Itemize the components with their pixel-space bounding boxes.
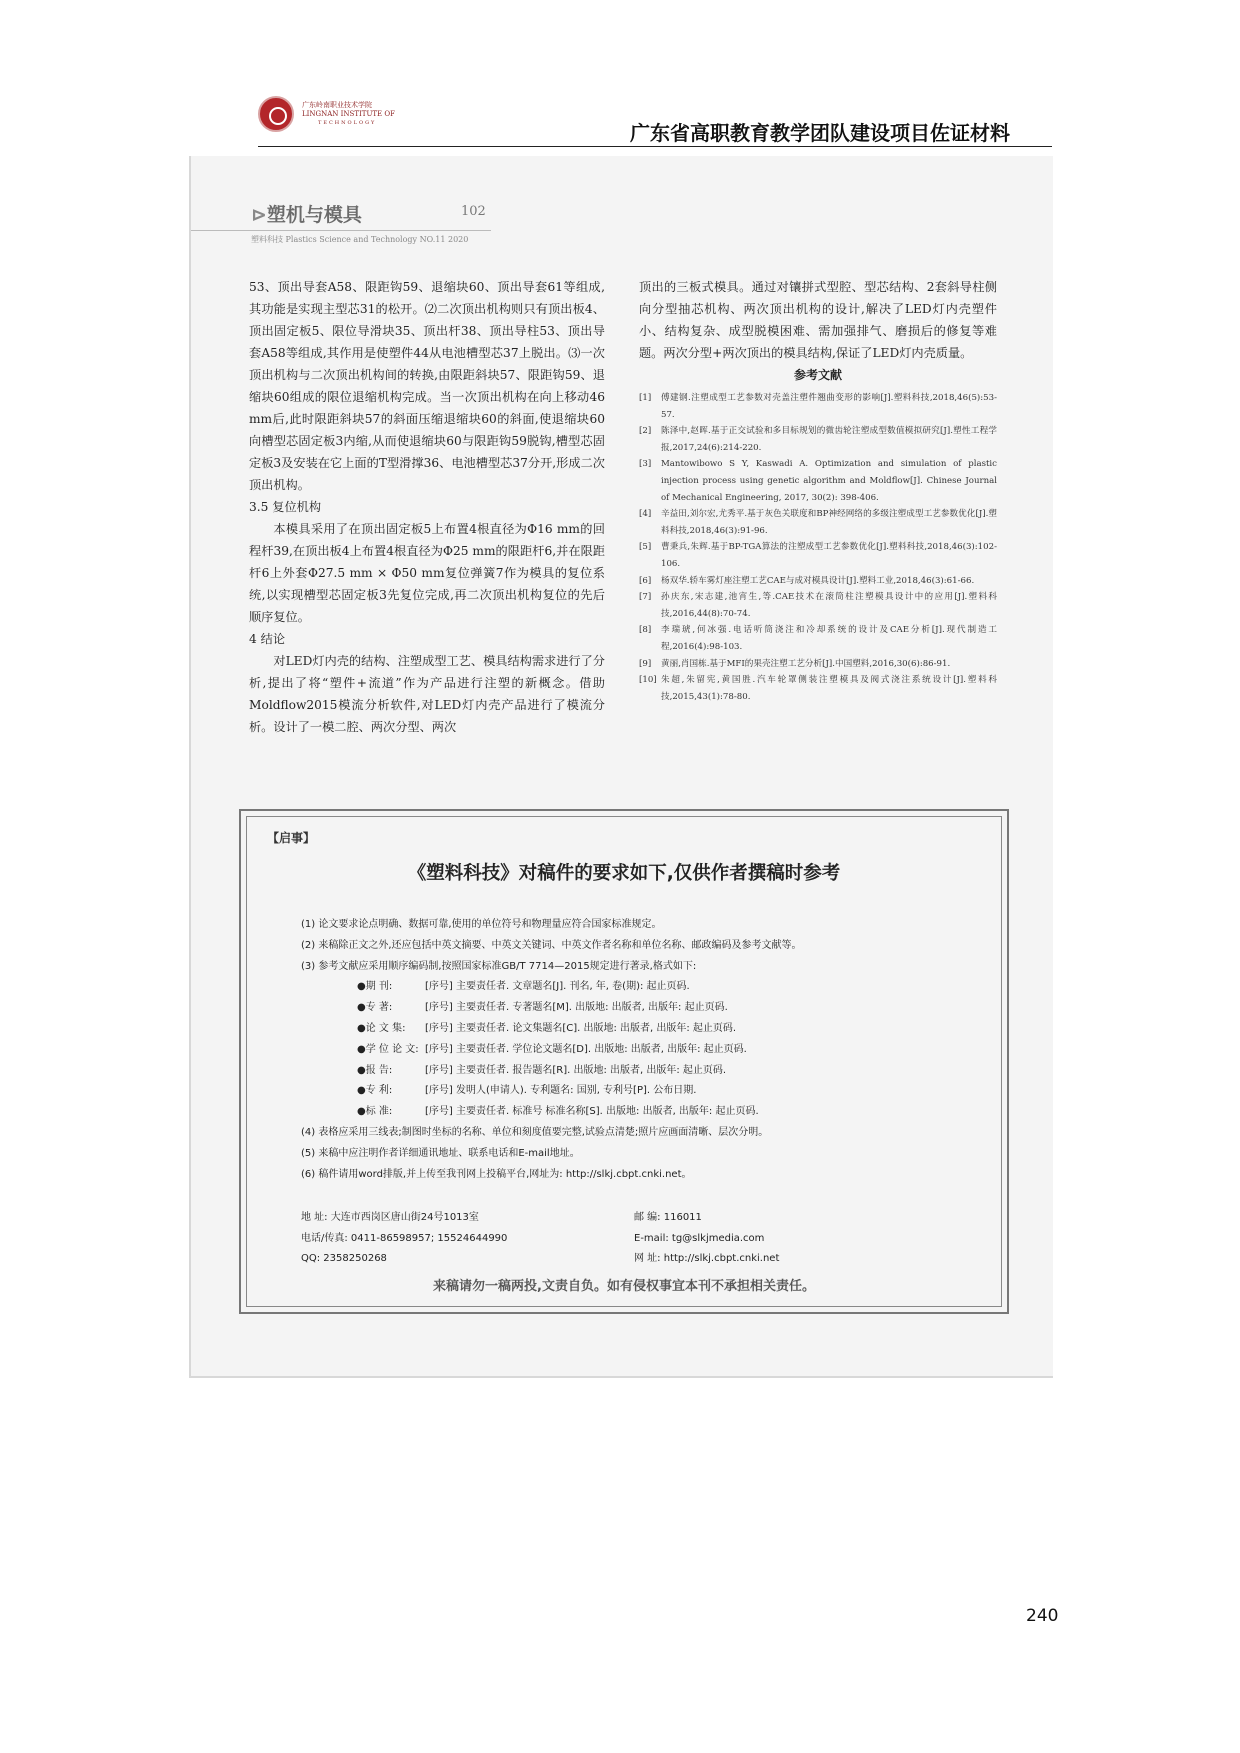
postcode: 邮 编: 116011: [634, 1212, 702, 1223]
section-heading: 4 结论: [249, 632, 286, 646]
format-item: ●学 位 论 文: [序号] 主要责任者. 学位论文题名[D]. 出版地: 出版者, 出版年: 起止页码.: [357, 1043, 747, 1055]
submission-notice-box: [239, 809, 1009, 1314]
format-item: ●专 利: [序号] 发明人(申请人). 专利题名: 国别, 专利号[P]. 公布日期.: [357, 1085, 697, 1097]
phone: 电话/传真: 0411-86598957; 15524644990: [301, 1232, 508, 1244]
reference-item: [7] 孙庆东,宋志建,池宵生,等.CAE技术在滚筒柱注塑模具设计中的应用[J].塑料科技,2016,44(8):70-74.: [639, 592, 997, 619]
scanned-journal-page: [189, 156, 1053, 1378]
requirement-item: (6) 稿件请用word排版,并上传至我刊网上投稿平台,网址为: http://slkj.cbpt.cnki.net。: [301, 1168, 692, 1180]
logo-english-name-2: TECHNOLOGY: [318, 120, 377, 126]
reference-item: [8] 李瑞琥,何冰强.电话听筒浇注和冷却系统的设计及CAE分析[J].现代制造工程,2016(4):98-103.: [639, 625, 997, 652]
requirement-item: (4) 表格应采用三线表;制图时坐标的名称、单位和刻度值要完整,试验点清楚;照片应画面清晰、层次分明。: [301, 1126, 769, 1138]
reference-item: [3] Mantowibowo S Y, Kaswadi A. Optimization and simulation of plastic injection process using genetic algorithm and Moldflow[J]. Chinese Journal of Mechanical Engineering, 2017, 30(2): 398-406.: [639, 459, 997, 503]
paragraph: 顶出的三板式模具。通过对镶拼式型腔、型芯结构、2套斜导柱侧向分型抽芯机构、两次顶出机构的设计,解决了LED灯内壳塑件小、结构复杂、成型脱模困难、需加强排气、磨损后的修复等难题。两次分型+两次顶出的模具结构,保证了LED灯内壳质量。: [639, 280, 997, 360]
logo-chinese-name: 广东岭南职业技术学院: [302, 101, 372, 109]
references-title: 参考文献: [793, 368, 842, 382]
requirement-item: (3) 参考文献应采用顺序编码制,按照国家标准GB/T 7714—2015规定进行著录,格式如下:: [301, 960, 697, 972]
format-item: ●专 著: [序号] 主要责任者. 专著题名[M]. 出版地: 出版者, 出版年: 起止页码.: [357, 1002, 728, 1014]
website: 网 址: http://slkj.cbpt.cnki.net: [634, 1253, 780, 1264]
header-divider: [258, 146, 1052, 147]
reference-item: [9] 黄丽,肖国栋.基于MFI的果壳注塑工艺分析[J].中国塑料,2016,30(6):86-91.: [639, 658, 951, 669]
requirement-item: (5) 来稿中应注明作者详细通讯地址、联系电话和E-mail地址。: [301, 1147, 580, 1159]
paragraph: 本模具采用了在顶出固定板5上布置4根直径为Φ16 mm的回程杆39,在顶出板4上布置4根直径为Φ25 mm的限距杆6,并在限距杆6上外套Φ27.5 mm × Φ50 mm复位弹簧7作为模具的复位系统,以实现槽型芯固定板3先复位完成,再二次顶出机构复位的先后顺序复位。: [249, 522, 605, 624]
emblem-icon: [258, 96, 294, 132]
format-item: ●报 告: [序号] 主要责任者. 报告题名[R]. 出版地: 出版者, 出版年: 起止页码.: [357, 1064, 727, 1076]
journal-section-label: [251, 200, 362, 227]
section-label-text: 塑机与模具: [266, 204, 362, 226]
reference-item: [2] 陈泽中,赵晖.基于正交试验和多目标规划的微齿轮注塑成型数值模拟研究[J].塑性工程学报,2017,24(6):214-220.: [639, 426, 997, 453]
notice-title: 《塑料科技》对稿件的要求如下,仅供作者撰稿时参考: [407, 863, 841, 884]
references-list: [639, 390, 997, 705]
address: 地 址: 大连市西岗区唐山街24号1013室: [301, 1212, 479, 1223]
section-heading: 3.5 复位机构: [249, 500, 322, 514]
reference-item: [5] 曹秉兵,朱辉.基于BP-TGA算法的注塑成型工艺参数优化[J].塑料科技,2018,46(3):102-106.: [639, 542, 997, 569]
paragraph: 53、顶出导套A58、限距钩59、退缩块60、顶出导套61等组成,其功能是实现主型芯31的松开。⑵二次顶出机构则只有顶出板4、顶出固定板5、限位导滑块35、顶出杆38、顶出导柱53、顶出导套A58等组成,其作用是使塑件44从电池槽型芯37上脱出。⑶一次顶出机构与二次顶出机构间的转换,由限距斜块57、限距钩59、退缩块60组成的限位退缩机构完成。当一次顶出机构在向上移动46 mm后,此时限距斜块57的斜面压缩退缩块60的斜面,使退缩块60向槽型芯固定板3内缩,从而使退缩块60与限距钩59脱钩,槽型芯固定板3及安装在它上面的T型滑撑36、电池槽型芯37分开,形成二次顶出机构。: [249, 280, 605, 492]
reference-item: [10] 朱超,朱留宪,黄国胜.汽车轮罩侧装注塑模具及阀式浇注系统设计[J].塑料科技,2015,43(1):78-80.: [639, 675, 997, 702]
email: E-mail: tg@slkjmedia.com: [634, 1232, 765, 1244]
format-item: ●期 刊: [序号] 主要责任者. 文章题名[J]. 刊名, 年, 卷(期): 起止页码.: [357, 981, 690, 993]
requirement-item: (2) 来稿除正文之外,还应包括中英文摘要、中英文关键词、中英文作者名称和单位名称、邮政编码及参考文献等。: [301, 939, 802, 951]
reference-item: [4] 辛益田,刘尔宏,尤秀平.基于灰色关联度和BP神经网络的多级注塑成型工艺参数优化[J].塑料科技,2018,46(3):91-96.: [639, 509, 997, 536]
journal-header-rule: [191, 230, 491, 231]
article-left-column: [249, 276, 605, 738]
reference-item: [6] 杨双华.轿车雾灯座注塑工艺CAE与成对模具设计[J].塑料工业,2018,46(3):61-66.: [639, 575, 975, 586]
journal-issue-line: 塑料科技 Plastics Science and Technology NO.11 2020: [251, 235, 469, 244]
requirement-item: (1) 论文要求论点明确、数据可靠,使用的单位符号和物理量应符合国家标准规定。: [301, 919, 662, 930]
notice-requirements: [301, 915, 961, 1185]
notice-tag: 【启事】: [267, 831, 316, 845]
institution-logo: [258, 96, 398, 136]
article-right-column: [639, 276, 997, 705]
logo-english-name: LINGNAN INSTITUTE OF: [302, 110, 395, 118]
notice-footer: 来稿请勿一稿两投,文责自负。如有侵权事宜本刊不承担相关责任。: [433, 1279, 815, 1294]
page-number: 240: [1026, 1606, 1059, 1626]
qq: QQ: 2358250268: [301, 1253, 387, 1264]
document-header-title: 广东省高职教育教学团队建设项目佐证材料: [630, 121, 1010, 145]
contact-info: [301, 1208, 961, 1270]
format-item: ●标 准: [序号] 主要责任者. 标准号 标准名称[S]. 出版地: 出版者, 出版年: 起止页码.: [357, 1106, 759, 1118]
reference-item: [1] 傅建钢.注塑成型工艺参数对壳盖注塑件翘曲变形的影响[J].塑料科技,2018,46(5):53-57.: [639, 393, 997, 420]
paragraph: 对LED灯内壳的结构、注塑成型工艺、模具结构需求进行了分析,提出了将“塑件+流道”作为产品进行注塑的新概念。借助Moldflow2015模流分析软件,对LED灯内壳产品进行了模流分析。设计了一模二腔、两次分型、两次: [249, 654, 605, 734]
journal-page-number: 102: [461, 204, 486, 219]
format-item: ●论 文 集: [序号] 主要责任者. 论文集题名[C]. 出版地: 出版者, 出版年: 起止页码.: [357, 1022, 737, 1034]
section-arrow-icon: ⊳: [251, 204, 267, 226]
